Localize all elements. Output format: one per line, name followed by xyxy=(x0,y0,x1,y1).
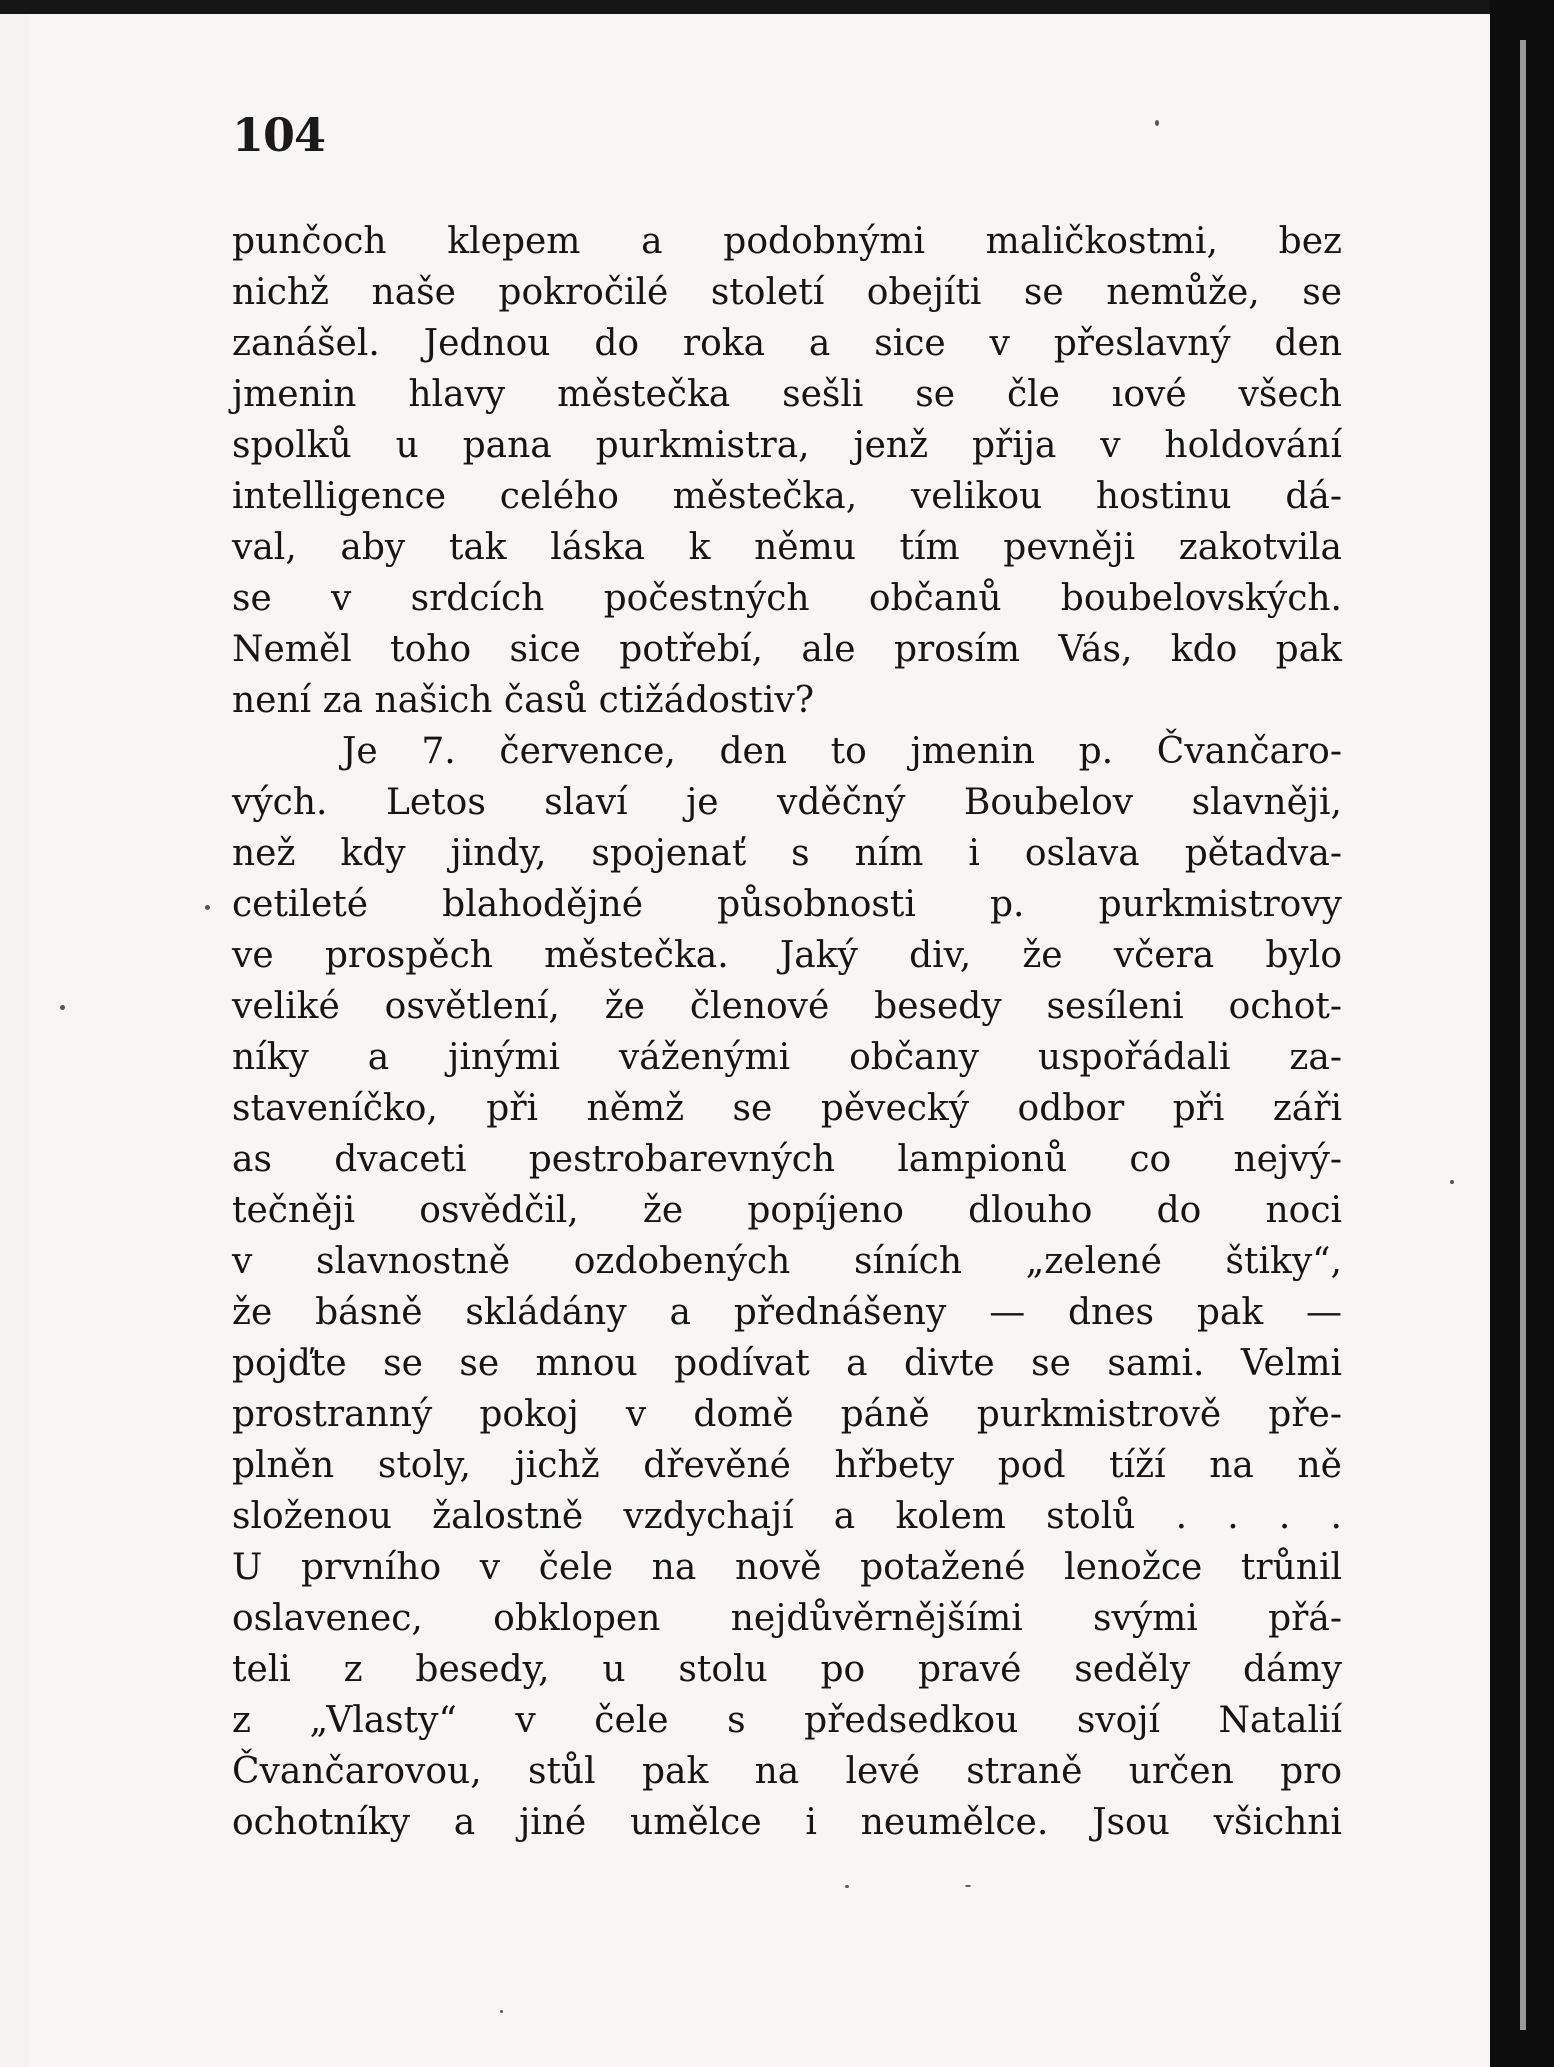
text-line: staveníčko, při němž se pěvecký odbor při záři xyxy=(232,1088,1342,1129)
text-line: vých. Letos slaví je vděčný Boubelov slavněji, xyxy=(232,782,1342,823)
text-line: Čvančarovou, stůl pak na levé straně určen pro xyxy=(232,1751,1342,1792)
text-line: v slavnostně ozdobených síních „zelené štiky“, xyxy=(232,1241,1342,1282)
text-line: není za našich časů ctižádostiv? xyxy=(232,680,815,721)
text-line: ve prospěch městečka. Jaký div, že včera bylo xyxy=(232,935,1342,976)
scan-speck xyxy=(1450,1180,1454,1184)
text-line: zanášel. Jednou do roka a sice v přeslavný den xyxy=(232,323,1342,364)
text-line: as dvaceti pestrobarevných lampionů co nejvý- xyxy=(232,1139,1342,1180)
scan-speck xyxy=(60,1005,65,1010)
text-line: val, aby tak láska k němu tím pevněji zakotvila xyxy=(232,527,1342,568)
text-line: tečněji osvědčil, že popíjeno dlouho do noci xyxy=(232,1190,1342,1231)
text-line: ochotníky a jiné umělce i neumělce. Jsou všichni xyxy=(232,1802,1342,1843)
text-line: spolků u pana purkmistra, jenž přija v holdování xyxy=(232,425,1342,466)
text-line: nichž naše pokročilé století obejíti se nemůže, se xyxy=(232,272,1342,313)
text-line: cetileté blahodějné působnosti p. purkmistrovy xyxy=(232,884,1342,925)
text-line: Je 7. července, den to jmenin p. Čvančaro- xyxy=(342,731,1342,772)
text-line: prostranný pokoj v domě páně purkmistrově pře- xyxy=(232,1394,1342,1435)
scan-speck xyxy=(965,1885,971,1887)
text-line: pojďte se se mnou podívat a divte se sami. Velmi xyxy=(232,1343,1342,1384)
text-line: než kdy jindy, spojenať s ním i oslava pětadva- xyxy=(232,833,1342,874)
text-line: U prvního v čele na nově potažené lenožce trůnil xyxy=(232,1547,1342,1588)
text-line: složenou žalostně vzdychají a kolem stolů . . . . xyxy=(232,1496,1342,1537)
scan-speck xyxy=(1155,120,1159,126)
scan-speck xyxy=(205,905,210,910)
text-line: se v srdcích počestných občanů boubelovských. xyxy=(232,578,1342,619)
text-line: jmenin hlavy městečka sešli se čle ıové všech xyxy=(232,374,1342,415)
text-line: teli z besedy, u stolu po pravé seděly dámy xyxy=(232,1649,1342,1690)
text-line: níky a jinými váženými občany uspořádali za- xyxy=(232,1037,1342,1078)
text-line: veliké osvětlení, že členové besedy sesíleni ochot- xyxy=(232,986,1342,1027)
text-line: Neměl toho sice potřebí, ale prosím Vás, kdo pak xyxy=(232,629,1342,670)
page-number: 104 xyxy=(232,108,326,162)
scan-right-border-highlight xyxy=(1520,40,1526,2030)
page-text xyxy=(232,216,1342,1848)
text-line: že básně skládány a přednášeny — dnes pak — xyxy=(232,1292,1342,1333)
text-line: z „Vlasty“ v čele s předsedkou svojí Natalií xyxy=(232,1700,1342,1741)
scan-top-border xyxy=(0,0,1554,14)
text-line: intelligence celého městečka, velikou hostinu dá- xyxy=(232,476,1342,517)
scan-speck xyxy=(500,2010,503,2013)
scan-speck xyxy=(845,1885,849,1888)
text-line: plněn stoly, jichž dřevěné hřbety pod tíží na ně xyxy=(232,1445,1342,1486)
text-line: punčoch klepem a podobnými maličkostmi, bez xyxy=(232,221,1342,262)
text-line: oslavenec, obklopen nejdůvěrnějšími svými přá- xyxy=(232,1598,1342,1639)
